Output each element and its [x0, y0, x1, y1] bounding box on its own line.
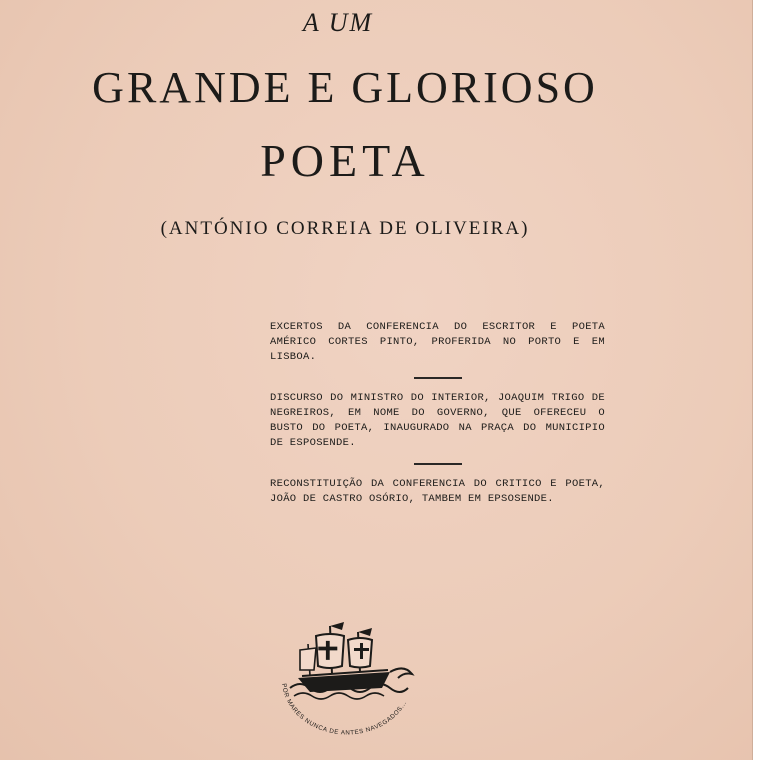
title-line-a-um — [0, 8, 752, 38]
title-poeta: POETA — [260, 135, 430, 186]
section-divider — [414, 463, 462, 465]
caravel-emblem — [272, 618, 422, 736]
section-speech: DISCURSO DO MINISTRO DO INTERIOR, JOAQUIM TRIGO DE NEGREIROS, EM NOME DO GOVERNO, QUE OFERECEU O BUSTO DO POETA, INAUGURADO NA PRAÇA DO MUNICIPIO DE ESPOSENDE. — [270, 392, 605, 449]
poet-name-subtitle: (ANTÓNIO CORREIA DE OLIVEIRA) — [160, 218, 530, 239]
title-main: GRANDE E GLORIOSO — [92, 63, 598, 112]
section-reconstitution: RECONSTITUIÇÃO DA CONFERENCIA DO CRITICO E POETA, JOÃO DE CASTRO OSÓRIO, TAMBEM EM EPSOSENDE. — [270, 478, 605, 505]
section-excerpts: EXCERTOS DA CONFERENCIA DO ESCRITOR E POETA AMÉRICO CORTES PINTO, PROFERIDA NO PORTO E EM LISBOA. — [270, 321, 605, 363]
emblem-motto: POR MARES NUNCA DE ANTES NAVEGADOS... — [280, 683, 409, 736]
contents-list — [270, 320, 605, 507]
section-divider — [414, 377, 462, 379]
caravel-ship-icon — [272, 618, 422, 736]
title-a-um-text: A UM — [302, 8, 374, 37]
